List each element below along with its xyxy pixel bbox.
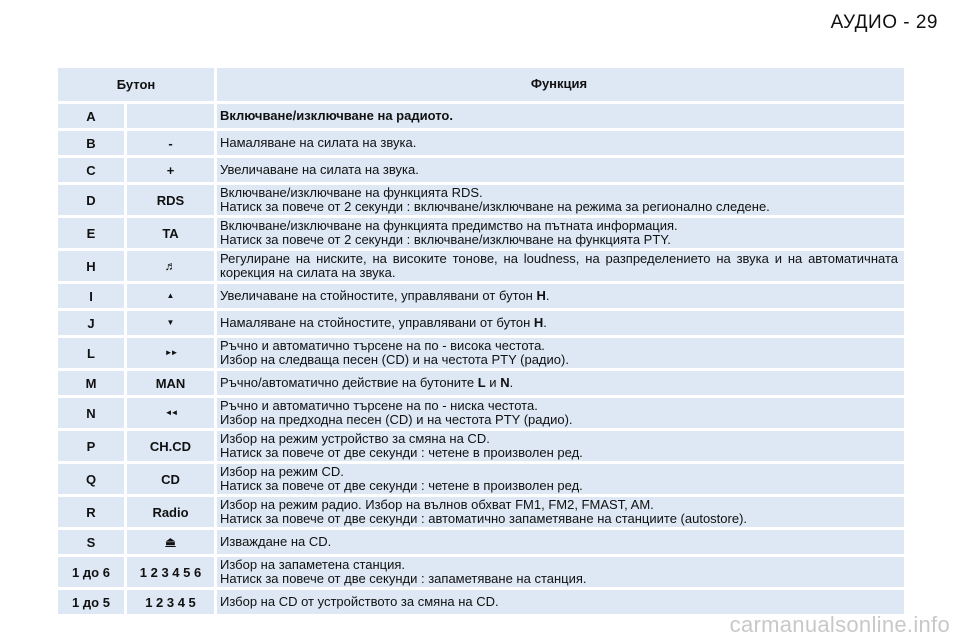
function-line: Ръчно и автоматично търсене на по - висока честота. bbox=[220, 337, 545, 353]
rewind-icon: ◄◄ bbox=[164, 408, 177, 417]
function-line: Натиск за повече от 2 секунди : включване/изключване на функцията PTY. bbox=[220, 232, 671, 247]
table-row bbox=[58, 398, 904, 428]
column-header-button: Бутон bbox=[58, 68, 214, 101]
row-key: J bbox=[58, 311, 124, 335]
row-symbol: RDS bbox=[127, 185, 214, 215]
row-symbol: CD bbox=[127, 464, 214, 494]
row-key: M bbox=[58, 371, 124, 395]
row-key: E bbox=[58, 218, 124, 248]
function-line: Избор на режим устройство за смяна на CD. bbox=[220, 430, 490, 446]
row-function bbox=[217, 431, 904, 461]
bold-key: H bbox=[536, 287, 546, 303]
function-line bbox=[220, 289, 549, 304]
row-symbol: Radio bbox=[127, 497, 214, 527]
bold-key: N bbox=[500, 374, 510, 390]
row-key: Q bbox=[58, 464, 124, 494]
row-function bbox=[217, 104, 904, 128]
row-function bbox=[217, 398, 904, 428]
table-header-row bbox=[58, 68, 904, 101]
row-function bbox=[217, 251, 904, 281]
function-line: Включване/изключване на функцията RDS. bbox=[220, 184, 483, 200]
audio-buttons-table bbox=[58, 68, 904, 614]
text-segment: . bbox=[509, 374, 514, 390]
row-symbol bbox=[127, 398, 214, 428]
music-note-icon: ♬ bbox=[164, 259, 177, 273]
column-header-function: Функция bbox=[217, 68, 904, 101]
row-key: 1 до 5 bbox=[58, 590, 124, 614]
watermark: carmanualsonline.info bbox=[729, 612, 950, 637]
arrow-up-icon: ▲ bbox=[166, 291, 175, 300]
row-key: N bbox=[58, 398, 124, 428]
function-line: Натиск за повече от 2 секунди : включване/изключване на режима за регионално следене. bbox=[220, 199, 770, 214]
table-row bbox=[58, 131, 904, 155]
function-line: Избор на следваща песен (CD) и на честота PTY (радио). bbox=[220, 352, 569, 367]
row-key: R bbox=[58, 497, 124, 527]
table-row bbox=[58, 185, 904, 215]
table-row bbox=[58, 497, 904, 527]
function-line: Ръчно и автоматично търсене на по - ниска честота. bbox=[220, 397, 538, 413]
function-line: Натиск за повече от две секунди : четене в произволен ред. bbox=[220, 478, 583, 493]
bold-key: H bbox=[533, 314, 544, 330]
function-line: Избор на CD от устройството за смяна на CD. bbox=[220, 593, 499, 609]
function-line: Изваждане на CD. bbox=[220, 533, 332, 549]
row-symbol: 1 2 3 4 5 6 bbox=[127, 557, 214, 587]
row-key: B bbox=[58, 131, 124, 155]
row-function bbox=[217, 158, 904, 182]
table-row bbox=[58, 590, 904, 614]
function-line bbox=[220, 376, 513, 391]
table-row bbox=[58, 218, 904, 248]
text-segment: . bbox=[545, 287, 550, 303]
row-symbol bbox=[127, 284, 214, 308]
bold-key: L bbox=[477, 374, 486, 390]
function-line bbox=[220, 316, 547, 331]
function-line: Избор на режим радио. Избор на вълнов обхват FM1, FM2, FMAST, AM. bbox=[220, 496, 654, 512]
row-symbol bbox=[127, 251, 214, 281]
function-line: Включване/изключване на функцията предимство на пътната информация. bbox=[220, 217, 678, 233]
function-line: Натиск за повече от две секунди : четене в произволен ред. bbox=[220, 445, 583, 460]
table-row bbox=[58, 251, 904, 281]
text-segment: Намаляване на стойностите, управлявани от бутон bbox=[220, 314, 534, 330]
eject-icon: ⏏ bbox=[165, 536, 176, 548]
function-line: Регулиране на ниските, на високите тонове, на loudness, на разпределението на звука и на автоматичната корекция на силата на звука. bbox=[220, 250, 898, 280]
row-function bbox=[217, 590, 904, 614]
table-row bbox=[58, 530, 904, 554]
row-function bbox=[217, 464, 904, 494]
table-row bbox=[58, 311, 904, 335]
function-line: Избор на режим CD. bbox=[220, 463, 344, 479]
table-row bbox=[58, 158, 904, 182]
function-line: Натиск за повече от две секунди : запаметяване на станция. bbox=[220, 571, 587, 586]
row-key: P bbox=[58, 431, 124, 461]
row-function bbox=[217, 530, 904, 554]
row-function bbox=[217, 131, 904, 155]
text-segment: и bbox=[485, 374, 501, 390]
page-title: АУДИО - 29 bbox=[830, 12, 938, 33]
row-function bbox=[217, 218, 904, 248]
row-function bbox=[217, 311, 904, 335]
arrow-down-icon: ▼ bbox=[166, 318, 175, 327]
row-key: S bbox=[58, 530, 124, 554]
row-symbol bbox=[127, 311, 214, 335]
table-row bbox=[58, 104, 904, 128]
row-symbol: - bbox=[127, 131, 214, 155]
row-symbol bbox=[127, 530, 214, 554]
row-function bbox=[217, 284, 904, 308]
row-function bbox=[217, 557, 904, 587]
function-line: Избор на предходна песен (CD) и на честота PTY (радио). bbox=[220, 412, 573, 427]
table-row bbox=[58, 557, 904, 587]
table-row bbox=[58, 371, 904, 395]
row-function bbox=[217, 371, 904, 395]
row-symbol: 1 2 3 4 5 bbox=[127, 590, 214, 614]
function-line: Намаляване на силата на звука. bbox=[220, 134, 417, 150]
row-key: D bbox=[58, 185, 124, 215]
function-line: Включване/изключване на радиото. bbox=[220, 107, 453, 123]
table-row bbox=[58, 284, 904, 308]
text-segment: . bbox=[543, 314, 547, 330]
function-line: Натиск за повече от две секунди : автоматично запаметяване на станциите (autostore). bbox=[220, 511, 748, 526]
text-segment: Ръчно/автоматично действие на бутоните bbox=[220, 374, 478, 390]
row-function bbox=[217, 185, 904, 215]
row-key: L bbox=[58, 338, 124, 368]
row-symbol bbox=[127, 104, 214, 128]
fast-forward-icon: ►► bbox=[164, 348, 177, 357]
row-function bbox=[217, 338, 904, 368]
row-symbol: CH.CD bbox=[127, 431, 214, 461]
row-key: I bbox=[58, 284, 124, 308]
row-key: A bbox=[58, 104, 124, 128]
function-line: Избор на запаметена станция. bbox=[220, 556, 406, 572]
row-symbol: TA bbox=[127, 218, 214, 248]
row-key: C bbox=[58, 158, 124, 182]
row-function bbox=[217, 497, 904, 527]
row-symbol: + bbox=[127, 158, 214, 182]
table-row bbox=[58, 338, 904, 368]
table-row bbox=[58, 464, 904, 494]
text-segment: Увеличаване на стойностите, управлявани от бутон bbox=[220, 287, 537, 303]
function-line: Увеличаване на силата на звука. bbox=[220, 161, 419, 177]
table-row bbox=[58, 431, 904, 461]
row-key: H bbox=[58, 251, 124, 281]
row-symbol bbox=[127, 338, 214, 368]
row-symbol: MAN bbox=[127, 371, 214, 395]
row-key: 1 до 6 bbox=[58, 557, 124, 587]
